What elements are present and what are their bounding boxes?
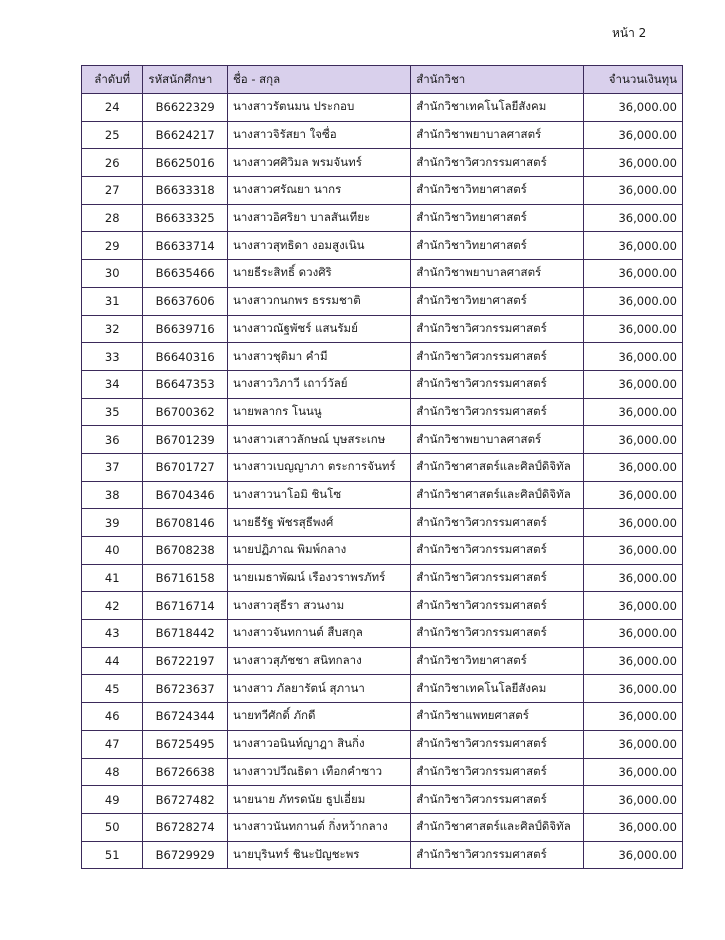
row-amount-cell: 36,000.00 bbox=[584, 287, 683, 315]
row-student-id-cell: B6724344 bbox=[143, 703, 228, 731]
row-name-cell: นายนาย ภัทรดนัย ธูปเอี่ยม bbox=[227, 786, 410, 814]
row-school-cell: สำนักวิชาวิศวกรรมศาสตร์ bbox=[411, 758, 584, 786]
row-amount-cell: 36,000.00 bbox=[584, 121, 683, 149]
table-row bbox=[82, 592, 683, 620]
row-order-cell: 49 bbox=[82, 786, 143, 814]
row-name-cell: นางสาวศรัณยา นากร bbox=[227, 177, 410, 205]
row-student-id-cell: B6701239 bbox=[143, 426, 228, 454]
column-header-name: ชื่อ - สกุล bbox=[227, 66, 410, 94]
row-student-id-cell: B6716158 bbox=[143, 564, 228, 592]
row-amount-cell: 36,000.00 bbox=[584, 149, 683, 177]
table-row bbox=[82, 786, 683, 814]
row-name-cell: นางสาวรัตนมน ประกอบ bbox=[227, 94, 410, 122]
row-student-id-cell: B6708146 bbox=[143, 509, 228, 537]
row-school-cell: สำนักวิชาวิศวกรรมศาสตร์ bbox=[411, 620, 584, 648]
row-student-id-cell: B6708238 bbox=[143, 537, 228, 565]
row-order-cell: 30 bbox=[82, 260, 143, 288]
row-amount-cell: 36,000.00 bbox=[584, 592, 683, 620]
row-order-cell: 24 bbox=[82, 94, 143, 122]
row-school-cell: สำนักวิชาวิศวกรรมศาสตร์ bbox=[411, 786, 584, 814]
row-school-cell: สำนักวิชาวิศวกรรมศาสตร์ bbox=[411, 398, 584, 426]
row-school-cell: สำนักวิชาวิทยาศาสตร์ bbox=[411, 232, 584, 260]
row-amount-cell: 36,000.00 bbox=[584, 481, 683, 509]
row-name-cell: นายธีรัฐ พัชรสุธีพงศ์ bbox=[227, 509, 410, 537]
row-student-id-cell: B6635466 bbox=[143, 260, 228, 288]
row-name-cell: นางสาวอิศริยา บาลสันเทียะ bbox=[227, 204, 410, 232]
table-row bbox=[82, 564, 683, 592]
table-header-row bbox=[82, 66, 683, 94]
row-order-cell: 47 bbox=[82, 730, 143, 758]
row-school-cell: สำนักวิชาศาสตร์และศิลป์ดิจิทัล bbox=[411, 481, 584, 509]
row-order-cell: 46 bbox=[82, 703, 143, 731]
row-order-cell: 25 bbox=[82, 121, 143, 149]
row-student-id-cell: B6725495 bbox=[143, 730, 228, 758]
row-name-cell: นางสาววิภาวี เถาว์วัลย์ bbox=[227, 370, 410, 398]
row-name-cell: นางสาวสุภัชชา สนิทกลาง bbox=[227, 647, 410, 675]
row-amount-cell: 36,000.00 bbox=[584, 370, 683, 398]
table-row bbox=[82, 370, 683, 398]
table-row bbox=[82, 315, 683, 343]
row-name-cell: นางสาวเบญญาภา ตระการจันทร์ bbox=[227, 453, 410, 481]
row-student-id-cell: B6704346 bbox=[143, 481, 228, 509]
row-order-cell: 44 bbox=[82, 647, 143, 675]
row-amount-cell: 36,000.00 bbox=[584, 232, 683, 260]
column-header-student-id: รหัสนักศึกษา bbox=[143, 66, 228, 94]
row-school-cell: สำนักวิชาพยาบาลศาสตร์ bbox=[411, 426, 584, 454]
row-name-cell: นางสาวศศิวิมล พรมจันทร์ bbox=[227, 149, 410, 177]
row-student-id-cell: B6729929 bbox=[143, 841, 228, 869]
row-student-id-cell: B6639716 bbox=[143, 315, 228, 343]
row-name-cell: นางสาวสุธีรา สวนงาม bbox=[227, 592, 410, 620]
row-name-cell: นายบุรินทร์ ชินะปัญชะพร bbox=[227, 841, 410, 869]
row-student-id-cell: B6640316 bbox=[143, 343, 228, 371]
row-amount-cell: 36,000.00 bbox=[584, 509, 683, 537]
row-school-cell: สำนักวิชาวิศวกรรมศาสตร์ bbox=[411, 315, 584, 343]
table-row bbox=[82, 426, 683, 454]
row-school-cell: สำนักวิชาวิศวกรรมศาสตร์ bbox=[411, 730, 584, 758]
row-order-cell: 28 bbox=[82, 204, 143, 232]
row-order-cell: 26 bbox=[82, 149, 143, 177]
table-row bbox=[82, 453, 683, 481]
row-order-cell: 48 bbox=[82, 758, 143, 786]
row-student-id-cell: B6718442 bbox=[143, 620, 228, 648]
row-student-id-cell: B6647353 bbox=[143, 370, 228, 398]
row-amount-cell: 36,000.00 bbox=[584, 786, 683, 814]
row-order-cell: 40 bbox=[82, 537, 143, 565]
row-amount-cell: 36,000.00 bbox=[584, 758, 683, 786]
row-amount-cell: 36,000.00 bbox=[584, 537, 683, 565]
table-row bbox=[82, 343, 683, 371]
table-body bbox=[82, 94, 683, 869]
row-student-id-cell: B6722197 bbox=[143, 647, 228, 675]
row-name-cell: นายเมธาพัฒน์ เรืองวราพรภัทร์ bbox=[227, 564, 410, 592]
table-row bbox=[82, 177, 683, 205]
row-amount-cell: 36,000.00 bbox=[584, 453, 683, 481]
row-order-cell: 36 bbox=[82, 426, 143, 454]
row-student-id-cell: B6625016 bbox=[143, 149, 228, 177]
row-school-cell: สำนักวิชาพยาบาลศาสตร์ bbox=[411, 260, 584, 288]
row-school-cell: สำนักวิชาวิศวกรรมศาสตร์ bbox=[411, 564, 584, 592]
table-row bbox=[82, 675, 683, 703]
table-row bbox=[82, 620, 683, 648]
row-school-cell: สำนักวิชาเทคโนโลยีสังคม bbox=[411, 675, 584, 703]
row-student-id-cell: B6700362 bbox=[143, 398, 228, 426]
row-name-cell: นางสาวอนินท์ญาฎา สินกิ่ง bbox=[227, 730, 410, 758]
table-row bbox=[82, 509, 683, 537]
row-order-cell: 29 bbox=[82, 232, 143, 260]
table-row bbox=[82, 149, 683, 177]
row-student-id-cell: B6716714 bbox=[143, 592, 228, 620]
row-amount-cell: 36,000.00 bbox=[584, 315, 683, 343]
row-name-cell: นายปฏิภาณ พิมพ์กลาง bbox=[227, 537, 410, 565]
row-student-id-cell: B6633714 bbox=[143, 232, 228, 260]
row-school-cell: สำนักวิชาวิทยาศาสตร์ bbox=[411, 647, 584, 675]
row-student-id-cell: B6701727 bbox=[143, 453, 228, 481]
row-amount-cell: 36,000.00 bbox=[584, 343, 683, 371]
row-name-cell: นางสาวนันทกานต์ กิ่งหว้ากลาง bbox=[227, 813, 410, 841]
row-student-id-cell: B6727482 bbox=[143, 786, 228, 814]
scholarship-table bbox=[81, 65, 683, 869]
row-order-cell: 39 bbox=[82, 509, 143, 537]
row-order-cell: 43 bbox=[82, 620, 143, 648]
row-name-cell: นางสาวนาโอมิ ชินโซ bbox=[227, 481, 410, 509]
row-order-cell: 32 bbox=[82, 315, 143, 343]
row-school-cell: สำนักวิชาเทคโนโลยีสังคม bbox=[411, 94, 584, 122]
table-row bbox=[82, 481, 683, 509]
row-student-id-cell: B6637606 bbox=[143, 287, 228, 315]
row-student-id-cell: B6723637 bbox=[143, 675, 228, 703]
row-amount-cell: 36,000.00 bbox=[584, 204, 683, 232]
row-amount-cell: 36,000.00 bbox=[584, 426, 683, 454]
row-order-cell: 37 bbox=[82, 453, 143, 481]
row-order-cell: 51 bbox=[82, 841, 143, 869]
row-student-id-cell: B6728274 bbox=[143, 813, 228, 841]
row-order-cell: 41 bbox=[82, 564, 143, 592]
row-student-id-cell: B6633318 bbox=[143, 177, 228, 205]
row-name-cell: นางสาวสุทธิดา งอมสูงเนิน bbox=[227, 232, 410, 260]
row-order-cell: 35 bbox=[82, 398, 143, 426]
row-amount-cell: 36,000.00 bbox=[584, 260, 683, 288]
table-row bbox=[82, 758, 683, 786]
row-school-cell: สำนักวิชาวิศวกรรมศาสตร์ bbox=[411, 537, 584, 565]
row-order-cell: 31 bbox=[82, 287, 143, 315]
row-school-cell: สำนักวิชาวิทยาศาสตร์ bbox=[411, 287, 584, 315]
page-number: หน้า 2 bbox=[612, 26, 647, 40]
row-name-cell: นายธีระสิทธิ์ ดวงศิริ bbox=[227, 260, 410, 288]
row-student-id-cell: B6633325 bbox=[143, 204, 228, 232]
table-row bbox=[82, 730, 683, 758]
row-student-id-cell: B6726638 bbox=[143, 758, 228, 786]
row-name-cell: นางสาว ภัลยารัตน์ สุภานา bbox=[227, 675, 410, 703]
table-row bbox=[82, 121, 683, 149]
row-amount-cell: 36,000.00 bbox=[584, 730, 683, 758]
row-amount-cell: 36,000.00 bbox=[584, 703, 683, 731]
table-row bbox=[82, 204, 683, 232]
row-school-cell: สำนักวิชาวิศวกรรมศาสตร์ bbox=[411, 370, 584, 398]
row-order-cell: 42 bbox=[82, 592, 143, 620]
row-amount-cell: 36,000.00 bbox=[584, 647, 683, 675]
row-school-cell: สำนักวิชาพยาบาลศาสตร์ bbox=[411, 121, 584, 149]
row-amount-cell: 36,000.00 bbox=[584, 620, 683, 648]
row-student-id-cell: B6622329 bbox=[143, 94, 228, 122]
row-order-cell: 33 bbox=[82, 343, 143, 371]
row-name-cell: นายทวีศักดิ์ ภักดี bbox=[227, 703, 410, 731]
row-school-cell: สำนักวิชาวิศวกรรมศาสตร์ bbox=[411, 592, 584, 620]
row-amount-cell: 36,000.00 bbox=[584, 398, 683, 426]
table-row bbox=[82, 537, 683, 565]
table-row bbox=[82, 287, 683, 315]
row-school-cell: สำนักวิชาวิศวกรรมศาสตร์ bbox=[411, 509, 584, 537]
row-school-cell: สำนักวิชาศาสตร์และศิลป์ดิจิทัล bbox=[411, 453, 584, 481]
row-amount-cell: 36,000.00 bbox=[584, 675, 683, 703]
table-row bbox=[82, 398, 683, 426]
row-school-cell: สำนักวิชาวิศวกรรมศาสตร์ bbox=[411, 343, 584, 371]
row-school-cell: สำนักวิชาวิทยาศาสตร์ bbox=[411, 204, 584, 232]
row-name-cell: นายพลากร โนนนู bbox=[227, 398, 410, 426]
row-student-id-cell: B6624217 bbox=[143, 121, 228, 149]
row-name-cell: นางสาวเสาวลักษณ์ บุษสระเกษ bbox=[227, 426, 410, 454]
row-order-cell: 27 bbox=[82, 177, 143, 205]
column-header-amount: จำนวนเงินทุน bbox=[584, 66, 683, 94]
row-name-cell: นางสาวกนกพร ธรรมชาติ bbox=[227, 287, 410, 315]
row-amount-cell: 36,000.00 bbox=[584, 94, 683, 122]
column-header-order: ลำดับที่ bbox=[82, 66, 143, 94]
table-row bbox=[82, 841, 683, 869]
row-amount-cell: 36,000.00 bbox=[584, 564, 683, 592]
row-school-cell: สำนักวิชาแพทยศาสตร์ bbox=[411, 703, 584, 731]
table-row bbox=[82, 647, 683, 675]
table-row bbox=[82, 94, 683, 122]
row-name-cell: นางสาวจันทกานต์ สืบสกุล bbox=[227, 620, 410, 648]
row-amount-cell: 36,000.00 bbox=[584, 841, 683, 869]
row-name-cell: นางสาวณัฐพัชร์ แสนรัมย์ bbox=[227, 315, 410, 343]
row-name-cell: นางสาวปวีณธิดา เทือกคำซาว bbox=[227, 758, 410, 786]
table-row bbox=[82, 232, 683, 260]
column-header-school: สำนักวิชา bbox=[411, 66, 584, 94]
row-order-cell: 50 bbox=[82, 813, 143, 841]
row-order-cell: 38 bbox=[82, 481, 143, 509]
row-order-cell: 34 bbox=[82, 370, 143, 398]
row-school-cell: สำนักวิชาวิศวกรรมศาสตร์ bbox=[411, 149, 584, 177]
table-row bbox=[82, 703, 683, 731]
row-school-cell: สำนักวิชาวิศวกรรมศาสตร์ bbox=[411, 841, 584, 869]
row-amount-cell: 36,000.00 bbox=[584, 813, 683, 841]
row-order-cell: 45 bbox=[82, 675, 143, 703]
row-name-cell: นางสาวจิรัสยา ใจซื่อ bbox=[227, 121, 410, 149]
row-school-cell: สำนักวิชาศาสตร์และศิลป์ดิจิทัล bbox=[411, 813, 584, 841]
table-row bbox=[82, 813, 683, 841]
table-row bbox=[82, 260, 683, 288]
row-school-cell: สำนักวิชาวิทยาศาสตร์ bbox=[411, 177, 584, 205]
row-name-cell: นางสาวชุติมา คำมี bbox=[227, 343, 410, 371]
row-amount-cell: 36,000.00 bbox=[584, 177, 683, 205]
